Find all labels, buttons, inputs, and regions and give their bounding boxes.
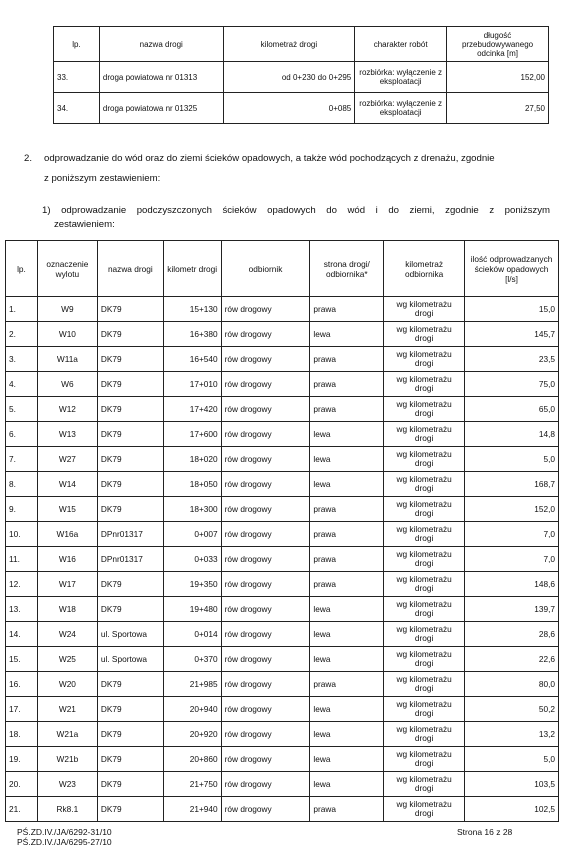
cell-kilometr: 20+860	[163, 747, 221, 772]
cell-nazwa-drogi: DK79	[97, 497, 163, 522]
cell-strona: lewa	[310, 622, 384, 647]
cell-strona: prawa	[310, 522, 384, 547]
table-row	[6, 347, 559, 372]
table-row	[54, 93, 549, 124]
cell-strona: lewa	[310, 647, 384, 672]
cell-wylot: W13	[37, 422, 97, 447]
cell-strona: prawa	[310, 797, 384, 822]
cell-lp: 33.	[54, 62, 100, 93]
table-row	[6, 672, 559, 697]
paragraph-2-number: 2.	[24, 153, 33, 164]
cell-nazwa-drogi: DK79	[97, 572, 163, 597]
cell-kilometraz-odbiornika: wg kilometrażu drogi	[384, 797, 465, 822]
cell-nazwa-drogi: ul. Sportowa	[97, 647, 163, 672]
cell-ilosc: 7,0	[465, 522, 559, 547]
cell-wylot: W24	[37, 622, 97, 647]
cell-odbiornik: rów drogowy	[221, 697, 310, 722]
header-dlugosc: długość przebudowywanego odcinka [m]	[447, 27, 549, 62]
table-row	[6, 647, 559, 672]
cell-wylot: W21b	[37, 747, 97, 772]
cell-lp: 5.	[6, 397, 38, 422]
cell-kilometr: 16+540	[163, 347, 221, 372]
cell-ilosc: 65,0	[465, 397, 559, 422]
footer-ref-2: PŚ.ZD.IV./JA/6295-27/10	[17, 837, 112, 847]
cell-strona: lewa	[310, 747, 384, 772]
cell-ilosc: 5,0	[465, 447, 559, 472]
cell-lp: 20.	[6, 772, 38, 797]
cell-ilosc: 102,5	[465, 797, 559, 822]
page-number: Strona 16 z 28	[457, 827, 513, 837]
cell-ilosc: 139,7	[465, 597, 559, 622]
cell-kilometr: 0+370	[163, 647, 221, 672]
table-row	[6, 547, 559, 572]
cell-wylot: W16a	[37, 522, 97, 547]
cell-lp: 7.	[6, 447, 38, 472]
cell-kilometraz-odbiornika: wg kilometrażu drogi	[384, 297, 465, 322]
table-row	[6, 722, 559, 747]
cell-kilometraz: od 0+230 do 0+295	[223, 62, 355, 93]
cell-strona: prawa	[310, 347, 384, 372]
cell-nazwa-drogi: DK79	[97, 422, 163, 447]
cell-kilometraz-odbiornika: wg kilometrażu drogi	[384, 547, 465, 572]
cell-wylot: W23	[37, 772, 97, 797]
cell-dlugosc: 27,50	[447, 93, 549, 124]
cell-lp: 13.	[6, 597, 38, 622]
table-row	[6, 447, 559, 472]
cell-ilosc: 75,0	[465, 372, 559, 397]
cell-wylot: W11a	[37, 347, 97, 372]
cell-nazwa-drogi: DK79	[97, 297, 163, 322]
header-strona: strona drogi/ odbiornika*	[310, 241, 384, 297]
paragraph-2-line1: odprowadzanie do wód oraz do ziemi ścieków opadowych, a także wód pochodzących z drenażu, zgodnie	[44, 153, 495, 164]
cell-lp: 12.	[6, 572, 38, 597]
cell-odbiornik: rów drogowy	[221, 672, 310, 697]
cell-strona: prawa	[310, 397, 384, 422]
cell-ilosc: 80,0	[465, 672, 559, 697]
cell-kilometraz-odbiornika: wg kilometrażu drogi	[384, 572, 465, 597]
cell-kilometr: 16+380	[163, 322, 221, 347]
cell-odbiornik: rów drogowy	[221, 622, 310, 647]
cell-kilometr: 0+014	[163, 622, 221, 647]
cell-lp: 10.	[6, 522, 38, 547]
cell-wylot: W15	[37, 497, 97, 522]
cell-ilosc: 7,0	[465, 547, 559, 572]
main-table-header-row	[6, 241, 559, 297]
cell-nazwa-drogi: DK79	[97, 397, 163, 422]
cell-odbiornik: rów drogowy	[221, 347, 310, 372]
cell-kilometr: 17+010	[163, 372, 221, 397]
cell-nazwa-drogi: DK79	[97, 772, 163, 797]
cell-kilometraz-odbiornika: wg kilometrażu drogi	[384, 497, 465, 522]
cell-odbiornik: rów drogowy	[221, 647, 310, 672]
cell-kilometr: 21+940	[163, 797, 221, 822]
header-ilosc-sciekow: ilość odprowadzanych ścieków opadowych [l/s]	[465, 241, 559, 297]
cell-ilosc: 5,0	[465, 747, 559, 772]
cell-odbiornik: rów drogowy	[221, 572, 310, 597]
cell-lp: 17.	[6, 697, 38, 722]
cell-nazwa-drogi: DK79	[97, 322, 163, 347]
cell-kilometraz-odbiornika: wg kilometrażu drogi	[384, 722, 465, 747]
cell-nazwa-drogi: DK79	[97, 697, 163, 722]
cell-charakter-robot: rozbiórka: wyłączenie z eksploatacji	[355, 93, 447, 124]
cell-kilometr: 19+350	[163, 572, 221, 597]
table-row	[6, 497, 559, 522]
cell-strona: lewa	[310, 447, 384, 472]
table-row	[6, 422, 559, 447]
cell-nazwa-drogi: DPnr01317	[97, 547, 163, 572]
cell-nazwa-drogi: DK79	[97, 372, 163, 397]
cell-kilometr: 0+033	[163, 547, 221, 572]
cell-ilosc: 15,0	[465, 297, 559, 322]
cell-lp: 18.	[6, 722, 38, 747]
cell-kilometraz-odbiornika: wg kilometrażu drogi	[384, 647, 465, 672]
table-row	[6, 622, 559, 647]
cell-odbiornik: rów drogowy	[221, 522, 310, 547]
cell-wylot: W18	[37, 597, 97, 622]
cell-nazwa-drogi: DK79	[97, 447, 163, 472]
cell-lp: 6.	[6, 422, 38, 447]
cell-kilometr: 17+600	[163, 422, 221, 447]
cell-nazwa-drogi: DK79	[97, 347, 163, 372]
cell-strona: lewa	[310, 472, 384, 497]
cell-odbiornik: rów drogowy	[221, 372, 310, 397]
cell-wylot: W6	[37, 372, 97, 397]
cell-odbiornik: rów drogowy	[221, 797, 310, 822]
cell-ilosc: 148,6	[465, 572, 559, 597]
table-row	[6, 472, 559, 497]
cell-wylot: W10	[37, 322, 97, 347]
cell-odbiornik: rów drogowy	[221, 597, 310, 622]
cell-kilometraz-odbiornika: wg kilometrażu drogi	[384, 447, 465, 472]
footer-ref-1: PŚ.ZD.IV./JA/6292-31/10	[17, 827, 112, 837]
cell-charakter-robot: rozbiórka: wyłączenie z eksploatacji	[355, 62, 447, 93]
cell-odbiornik: rów drogowy	[221, 397, 310, 422]
cell-strona: lewa	[310, 772, 384, 797]
cell-wylot: W12	[37, 397, 97, 422]
cell-kilometr: 20+920	[163, 722, 221, 747]
cell-wylot: W21	[37, 697, 97, 722]
cell-lp: 9.	[6, 497, 38, 522]
cell-kilometraz-odbiornika: wg kilometrażu drogi	[384, 472, 465, 497]
cell-lp: 14.	[6, 622, 38, 647]
cell-strona: prawa	[310, 572, 384, 597]
table-row	[6, 597, 559, 622]
top-table-header-row	[54, 27, 549, 62]
table-row	[6, 772, 559, 797]
cell-lp: 34.	[54, 93, 100, 124]
cell-kilometraz-odbiornika: wg kilometrażu drogi	[384, 697, 465, 722]
cell-ilosc: 145,7	[465, 322, 559, 347]
cell-ilosc: 13,2	[465, 722, 559, 747]
cell-wylot: W27	[37, 447, 97, 472]
cell-strona: prawa	[310, 672, 384, 697]
header-charakter-robot: charakter robót	[355, 27, 447, 62]
cell-nazwa-drogi: DK79	[97, 797, 163, 822]
cell-nazwa-drogi: DK79	[97, 472, 163, 497]
cell-nazwa-drogi: DK79	[97, 722, 163, 747]
cell-dlugosc: 152,00	[447, 62, 549, 93]
cell-lp: 19.	[6, 747, 38, 772]
cell-nazwa-drogi: DK79	[97, 672, 163, 697]
cell-lp: 11.	[6, 547, 38, 572]
cell-odbiornik: rów drogowy	[221, 547, 310, 572]
table-row	[6, 372, 559, 397]
cell-kilometr: 18+020	[163, 447, 221, 472]
footer-references	[17, 827, 112, 847]
cell-kilometr: 18+050	[163, 472, 221, 497]
cell-odbiornik: rów drogowy	[221, 747, 310, 772]
header-nazwa-drogi: nazwa drogi	[97, 241, 163, 297]
table-row	[6, 297, 559, 322]
paragraph-3-line1: 1) odprowadzanie podczyszczonych ścieków opadowych do wód i do ziemi, zgodnie z poniższym	[42, 205, 550, 216]
cell-kilometr: 21+985	[163, 672, 221, 697]
cell-odbiornik: rów drogowy	[221, 722, 310, 747]
main-table	[5, 240, 559, 822]
cell-kilometraz-odbiornika: wg kilometrażu drogi	[384, 322, 465, 347]
cell-lp: 3.	[6, 347, 38, 372]
cell-kilometraz-odbiornika: wg kilometrażu drogi	[384, 372, 465, 397]
cell-nazwa-drogi: ul. Sportowa	[97, 622, 163, 647]
cell-kilometraz: 0+085	[223, 93, 355, 124]
cell-wylot: W20	[37, 672, 97, 697]
cell-kilometr: 21+750	[163, 772, 221, 797]
cell-lp: 21.	[6, 797, 38, 822]
table-row	[6, 397, 559, 422]
cell-wylot: W21a	[37, 722, 97, 747]
cell-odbiornik: rów drogowy	[221, 497, 310, 522]
cell-lp: 4.	[6, 372, 38, 397]
cell-lp: 15.	[6, 647, 38, 672]
cell-lp: 1.	[6, 297, 38, 322]
cell-wylot: Rk8.1	[37, 797, 97, 822]
cell-ilosc: 103,5	[465, 772, 559, 797]
cell-strona: prawa	[310, 297, 384, 322]
cell-wylot: W16	[37, 547, 97, 572]
cell-ilosc: 14,8	[465, 422, 559, 447]
header-odbiornik: odbiornik	[221, 241, 310, 297]
cell-kilometr: 17+420	[163, 397, 221, 422]
cell-nazwa-drogi: droga powiatowa nr 01325	[99, 93, 223, 124]
cell-kilometraz-odbiornika: wg kilometrażu drogi	[384, 622, 465, 647]
header-oznaczenie-wylotu: oznaczenie wylotu	[37, 241, 97, 297]
table-row	[6, 797, 559, 822]
cell-kilometraz-odbiornika: wg kilometrażu drogi	[384, 747, 465, 772]
cell-kilometraz-odbiornika: wg kilometrażu drogi	[384, 422, 465, 447]
cell-kilometraz-odbiornika: wg kilometrażu drogi	[384, 397, 465, 422]
header-lp: lp.	[54, 27, 100, 62]
cell-kilometr: 15+130	[163, 297, 221, 322]
cell-lp: 16.	[6, 672, 38, 697]
cell-kilometraz-odbiornika: wg kilometrażu drogi	[384, 772, 465, 797]
cell-odbiornik: rów drogowy	[221, 297, 310, 322]
cell-odbiornik: rów drogowy	[221, 772, 310, 797]
cell-nazwa-drogi: droga powiatowa nr 01313	[99, 62, 223, 93]
cell-kilometr: 20+940	[163, 697, 221, 722]
cell-ilosc: 28,6	[465, 622, 559, 647]
cell-nazwa-drogi: DPnr01317	[97, 522, 163, 547]
cell-strona: lewa	[310, 697, 384, 722]
cell-odbiornik: rów drogowy	[221, 422, 310, 447]
header-kilometraz-odbiornika: kilometraż odbiornika	[384, 241, 465, 297]
cell-kilometraz-odbiornika: wg kilometrażu drogi	[384, 347, 465, 372]
cell-wylot: W14	[37, 472, 97, 497]
cell-odbiornik: rów drogowy	[221, 472, 310, 497]
paragraph-3-line2: zestawieniem:	[54, 219, 115, 230]
cell-ilosc: 22,6	[465, 647, 559, 672]
cell-kilometraz-odbiornika: wg kilometrażu drogi	[384, 522, 465, 547]
cell-kilometr: 19+480	[163, 597, 221, 622]
cell-strona: lewa	[310, 422, 384, 447]
header-kilometraz-drogi: kilometraż drogi	[223, 27, 355, 62]
cell-wylot: W9	[37, 297, 97, 322]
paragraph-3	[42, 204, 550, 232]
table-row	[6, 747, 559, 772]
cell-ilosc: 23,5	[465, 347, 559, 372]
cell-strona: lewa	[310, 597, 384, 622]
cell-kilometr: 0+007	[163, 522, 221, 547]
top-table	[53, 26, 549, 124]
cell-wylot: W25	[37, 647, 97, 672]
cell-nazwa-drogi: DK79	[97, 747, 163, 772]
cell-strona: lewa	[310, 322, 384, 347]
paragraph-2-line2: z poniższym zestawieniem:	[44, 173, 161, 184]
cell-lp: 8.	[6, 472, 38, 497]
cell-wylot: W17	[37, 572, 97, 597]
cell-strona: lewa	[310, 722, 384, 747]
cell-kilometraz-odbiornika: wg kilometrażu drogi	[384, 672, 465, 697]
cell-kilometr: 18+300	[163, 497, 221, 522]
cell-strona: prawa	[310, 497, 384, 522]
table-row	[6, 522, 559, 547]
cell-ilosc: 50,2	[465, 697, 559, 722]
cell-kilometraz-odbiornika: wg kilometrażu drogi	[384, 597, 465, 622]
table-row	[6, 322, 559, 347]
table-row	[54, 62, 549, 93]
header-lp: lp.	[6, 241, 38, 297]
cell-strona: prawa	[310, 372, 384, 397]
cell-nazwa-drogi: DK79	[97, 597, 163, 622]
cell-odbiornik: rów drogowy	[221, 447, 310, 472]
header-nazwa-drogi: nazwa drogi	[99, 27, 223, 62]
cell-lp: 2.	[6, 322, 38, 347]
cell-strona: prawa	[310, 547, 384, 572]
cell-ilosc: 152,0	[465, 497, 559, 522]
cell-ilosc: 168,7	[465, 472, 559, 497]
cell-odbiornik: rów drogowy	[221, 322, 310, 347]
table-row	[6, 697, 559, 722]
table-row	[6, 572, 559, 597]
header-kilometr-drogi: kilometr drogi	[163, 241, 221, 297]
